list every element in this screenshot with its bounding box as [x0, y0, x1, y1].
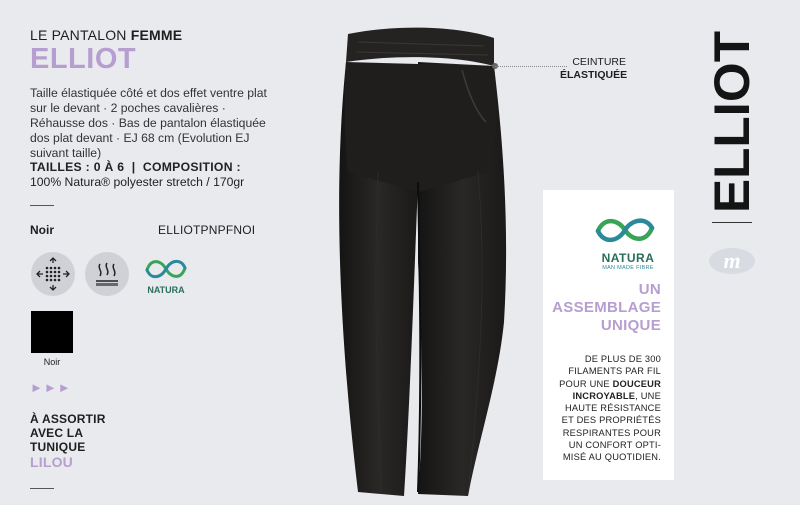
product-title: ELLIOT	[30, 43, 137, 75]
callout-line	[495, 66, 567, 67]
svg-text:m: m	[723, 248, 741, 273]
match-line-2: AVEC LA	[30, 426, 84, 440]
kicker-light: LE PANTALON	[30, 27, 127, 43]
card-title	[543, 281, 661, 335]
composition-value: 100% Natura® polyester stretch / 170gr	[30, 175, 245, 189]
color-name: Noir	[30, 223, 54, 237]
product-kicker	[30, 27, 182, 43]
callout-line-2: ÉLASTIQUÉE	[560, 69, 628, 81]
card-title-line-1: UN	[638, 281, 661, 298]
breathable-icon	[85, 252, 129, 296]
product-description: Taille élastiquée côté et dos effet ventre plat sur le devant · 2 poches cavalières · Réhausse dos · Bas de pantalon élastiquée dos plat devant · EJ 68 cm (Evolution EJ suivant taille)	[30, 86, 267, 160]
composition-label: COMPOSITION :	[142, 160, 241, 174]
waistband-callout	[560, 56, 626, 82]
kicker-bold: FEMME	[130, 27, 183, 43]
product-reference: ELLIOTPNPFNOI	[158, 223, 256, 237]
natura-card-logo-text: NATURA	[601, 251, 655, 265]
color-swatch-noir[interactable]	[31, 311, 73, 353]
natura-logo-icon	[141, 256, 191, 296]
divider	[30, 205, 54, 206]
stretch-fabric-icon	[31, 252, 75, 296]
natura-icon-label: NATURA	[147, 285, 185, 295]
arrows-decoration: ►►►	[30, 380, 72, 395]
card-text	[552, 353, 661, 464]
match-with-tunic	[30, 412, 106, 469]
divider-bottom	[30, 488, 54, 489]
card-title-line-2: ASSEMBLAGE	[552, 299, 661, 316]
swatch-label: Noir	[43, 357, 61, 367]
match-accent: LILOU	[30, 454, 73, 470]
card-title-line-3: UNIQUE	[600, 317, 661, 334]
natura-card-logo-sub: MAN MADE FIBRE	[602, 265, 654, 271]
svg-text:ELLIOT: ELLIOT	[704, 35, 760, 213]
card-text-bold: DOUCEUR INCROYABLE	[572, 378, 661, 401]
card-text-after: , UNE HAUTE RÉSISTANCE ET DES PROPRIÉTÉS RESPIRANTES POUR UN CONFORT OPTI-MISÉ AU QUOTIDIEN.	[561, 390, 661, 463]
match-line-1: À ASSORTIR	[30, 412, 106, 426]
sizes-label: TAILLES : 0 À 6	[30, 160, 125, 174]
specs-separator: |	[131, 160, 136, 174]
callout-line-1: CEINTURE	[572, 56, 626, 68]
brand-logo-icon	[706, 244, 758, 278]
natura-card-logo	[590, 214, 666, 270]
vertical-title	[693, 25, 763, 215]
product-specs	[30, 160, 290, 190]
match-line-3: TUNIQUE	[30, 440, 86, 454]
pants-image	[318, 22, 518, 500]
card-text-before: DE PLUS DE 300 FILAMENTS PAR FIL POUR UNE	[559, 354, 661, 389]
vertical-divider	[712, 222, 752, 223]
